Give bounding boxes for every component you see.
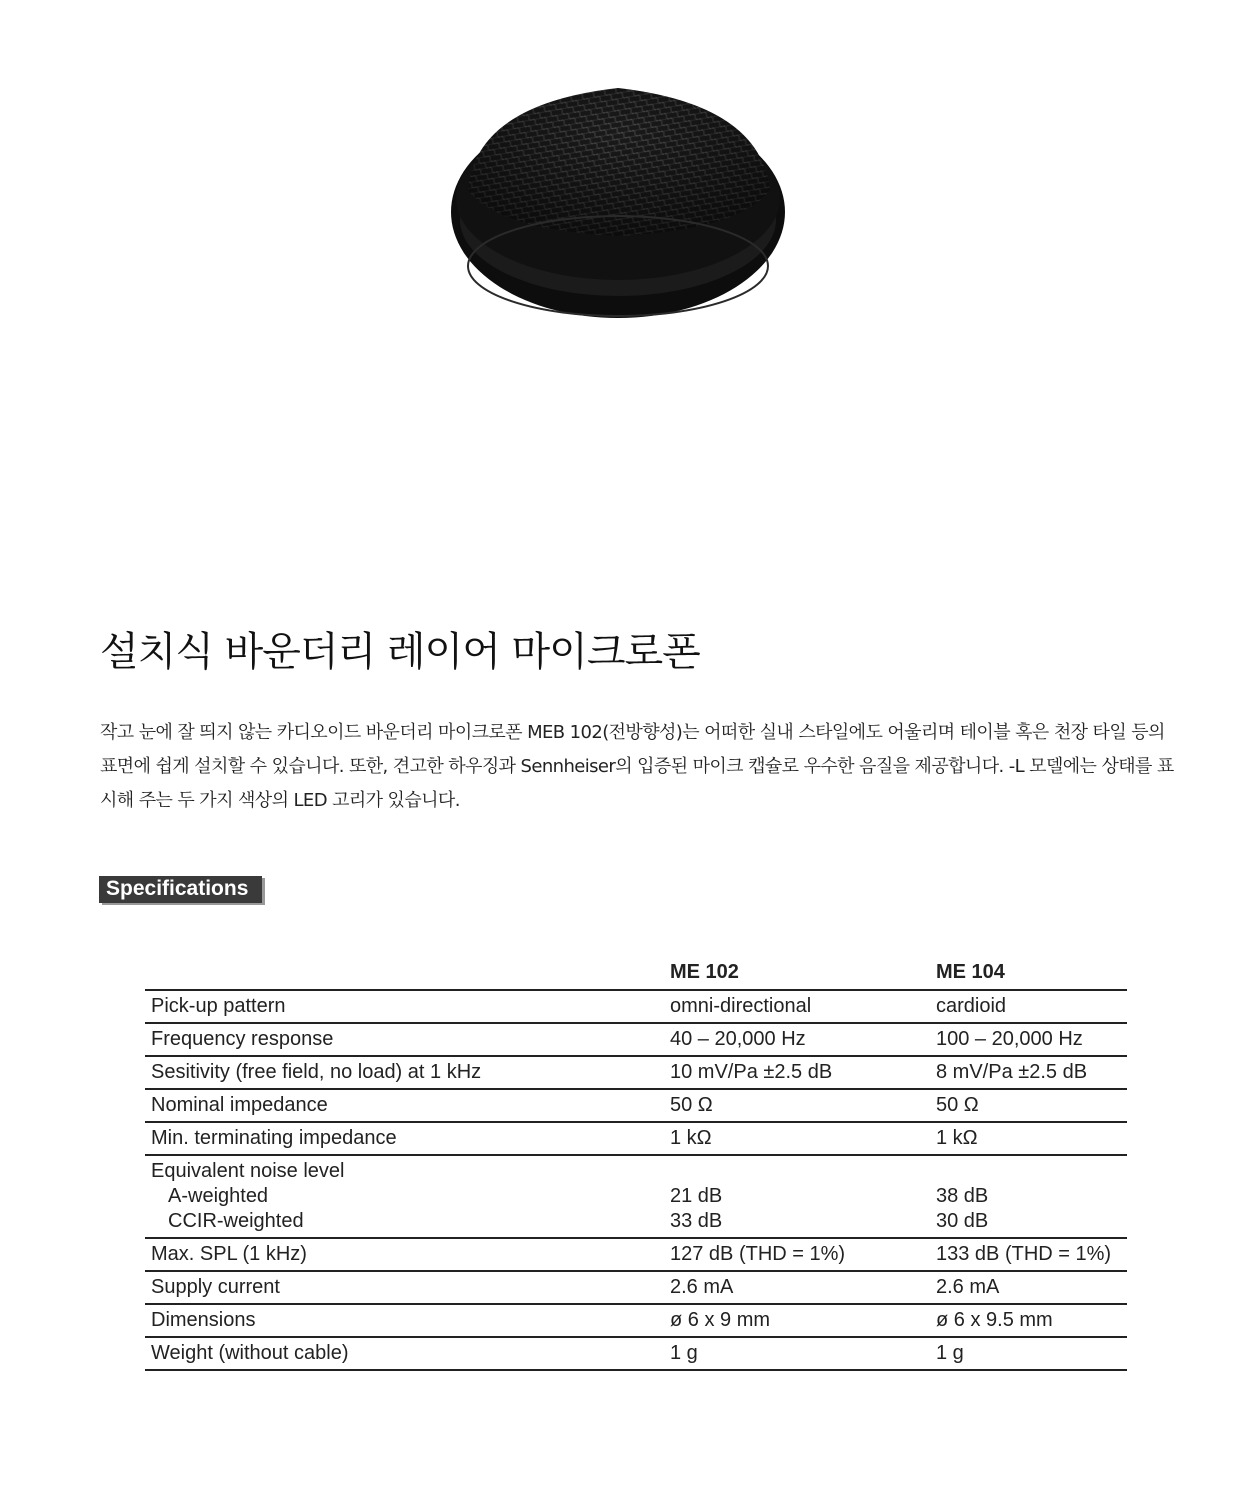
specifications-table [145, 957, 1127, 1371]
row-label: Dimensions [151, 1309, 256, 1331]
row-label: Weight (without cable) [151, 1342, 349, 1364]
row-label: Supply current [151, 1276, 280, 1298]
row-label: Nominal impedance [151, 1094, 328, 1116]
table-row [145, 1089, 1127, 1122]
me102-ccir-weighted: 33 dB [670, 1210, 723, 1232]
table-header-row [145, 957, 1127, 990]
me104-value: 8 mV/Pa ±2.5 dB [936, 1061, 1088, 1083]
header-empty [145, 957, 664, 990]
table-row [145, 1023, 1127, 1056]
table-row [145, 990, 1127, 1023]
me102-value: 10 mV/Pa ±2.5 dB [670, 1061, 833, 1083]
ccir-weighted-label: CCIR-weighted [168, 1210, 304, 1232]
me104-value: 1 g [936, 1342, 964, 1364]
me102-value: 50 Ω [670, 1094, 713, 1116]
row-label: Sesitivity (free field, no load) at 1 kHz [151, 1061, 482, 1083]
microphone-image [440, 70, 800, 330]
me104-a-weighted: 38 dB [936, 1185, 989, 1207]
me102-value: ø 6 x 9 mm [670, 1309, 771, 1331]
noise-label: Equivalent noise level [151, 1160, 345, 1182]
me104-value: 133 dB (THD = 1%) [936, 1243, 1112, 1265]
me104-value: cardioid [936, 995, 1007, 1017]
row-label [145, 1155, 664, 1238]
me104-value: ø 6 x 9.5 mm [936, 1309, 1053, 1331]
header-me104: ME 104 [936, 960, 1005, 983]
me104-value: 1 kΩ [936, 1127, 978, 1149]
header-me102: ME 102 [670, 960, 739, 983]
page-title: 설치식 바운더리 레이어 마이크로폰 [100, 629, 700, 675]
me104-value: 100 – 20,000 Hz [936, 1028, 1083, 1050]
me102-value [664, 1155, 930, 1238]
specifications-badge: Specifications [99, 876, 262, 903]
table-row [145, 1271, 1127, 1304]
row-label: Min. terminating impedance [151, 1127, 397, 1149]
me102-value: omni-directional [670, 995, 812, 1017]
table-row [145, 1122, 1127, 1155]
table-row-noise [145, 1155, 1127, 1238]
me102-value: 40 – 20,000 Hz [670, 1028, 806, 1050]
me102-a-weighted: 21 dB [670, 1185, 723, 1207]
me104-value: 50 Ω [936, 1094, 979, 1116]
row-label: Max. SPL (1 kHz) [151, 1243, 307, 1265]
table-row [145, 1304, 1127, 1337]
me102-value: 2.6 mA [670, 1276, 734, 1298]
product-description: 작고 눈에 잘 띄지 않는 카디오이드 바운더리 마이크로폰 MEB 102(전방향성)는 어떠한 실내 스타일에도 어울리며 테이블 혹은 천장 타일 등의 표면에 쉽게 설치할 수 있습니다. 또한, 견고한 하우징과 Sennheiser의 입증된 마이크 캡슐로 우수한 음질을 제공합니다. -L 모델에는 상태를 표시해 주는 두 가지 색상의 LED 고리가 있습니다. [100, 722, 1174, 811]
table-row [145, 1056, 1127, 1089]
me104-ccir-weighted: 30 dB [936, 1210, 989, 1232]
a-weighted-label: A-weighted [168, 1185, 269, 1207]
row-label: Frequency response [151, 1028, 334, 1050]
table-row [145, 1238, 1127, 1271]
me104-value [930, 1155, 1127, 1238]
me102-value: 1 g [670, 1342, 698, 1364]
table-row [145, 1337, 1127, 1370]
row-label: Pick-up pattern [151, 995, 286, 1017]
me102-value: 127 dB (THD = 1%) [670, 1243, 846, 1265]
me104-value: 2.6 mA [936, 1276, 1000, 1298]
me102-value: 1 kΩ [670, 1127, 712, 1149]
